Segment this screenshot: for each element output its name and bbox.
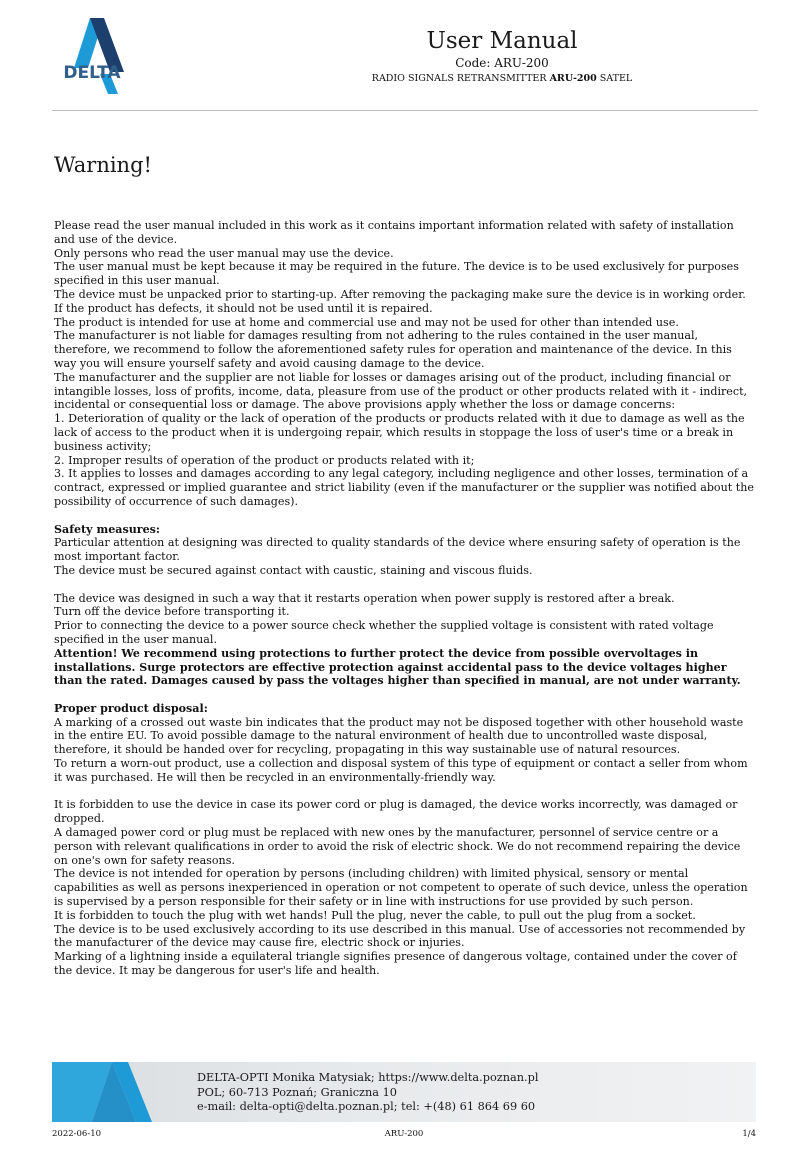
- company-name: DELTA-OPTI Monika Matysiak; https://www.delta.poznan.pl: [197, 1071, 539, 1084]
- paragraph: It is forbidden to touch the plug with wet hands! Pull the plug, never the cable, to pull out the plug from a socket.: [54, 908, 696, 922]
- paragraph: The device must be unpacked prior to starting-up. After removing the packaging make sure the device is in working order.: [54, 287, 746, 301]
- manual-content: [54, 219, 756, 978]
- paragraph: To return a worn-out product, use a collection and disposal system of this type of equipment or contact a seller from whom it was purchased. He will then be recycled in an environmentally-friendly way.: [54, 757, 748, 784]
- company-address: POL; 60-713 Poznań; Graniczna 10: [197, 1085, 397, 1099]
- document-header: [200, 28, 804, 85]
- header-divider: [52, 110, 758, 111]
- footer-logo-graphic: [52, 1062, 152, 1122]
- product-prefix: RADIO SIGNALS RETRANSMITTER: [371, 73, 547, 84]
- paragraph: Turn off the device before transporting it.: [54, 605, 290, 619]
- product-brand: SATEL: [599, 73, 633, 84]
- paragraph: The device must be secured against contact with caustic, staining and viscous fluids.: [54, 563, 533, 577]
- paragraph: Only persons who read the user manual may use the device.: [54, 246, 394, 260]
- paragraph: The user manual must be kept because it may be required in the future. The device is to be used exclusively for purposes specified in this user manual.: [54, 260, 739, 288]
- spacer: [54, 688, 756, 702]
- paragraph: If the product has defects, it should not be used until it is repaired.: [54, 301, 433, 315]
- paragraph: The device was designed in such a way that it restarts operation when power supply is restored after a break.: [54, 591, 675, 605]
- attention-note: Attention! We recommend using protections to further protect the device from possible overvoltages in installations. Surge protectors are effective protection against accidental pass to the device voltages higher than the rated. Damages caused by pass the voltages higher than specified in manual, are not under warranty.: [54, 646, 741, 688]
- disposal-heading: Proper product disposal:: [54, 701, 208, 715]
- list-item: 1. Deterioration of quality or the lack of operation of the products or products related with it due to damage as well as the lack of access to the product when it is undergoing repair, which results in stoppage the loss of user's time or a break in business activity;: [54, 412, 745, 453]
- print-date: 2022-06-10: [52, 1129, 102, 1139]
- paragraph: The manufacturer and the supplier are not liable for losses or damages arising out of the product, including financial or intangible losses, loss of profits, income, data, pleasure from use of the product or other products related with it - indirect, incidental or consequential loss or damage. The above provisions apply whether the loss or damage concerns:: [54, 370, 748, 412]
- page-number: 1/4: [742, 1129, 756, 1139]
- list-item: 2. Improper results of operation of the product or products related with it;: [54, 453, 475, 467]
- logo-text: DELTA: [63, 63, 121, 83]
- paragraph: Please read the user manual included in this work as it contains important information related with safety of installation and use of the device.: [54, 219, 734, 246]
- delta-logo-mark: [52, 16, 132, 96]
- paragraph: Particular attention at designing was directed to quality standards of the device where ensuring safety of operation is the most important factor.: [54, 536, 741, 564]
- spacer: [54, 785, 756, 799]
- safety-heading: Safety measures:: [54, 522, 161, 536]
- warning-heading: Warning!: [54, 153, 152, 177]
- paragraph: A marking of a crossed out waste bin indicates that the product may not be disposed together with other household waste in the entire EU. To avoid possible damage to the natural environment of health due to uncontrolled waste disposal, therefore, it should be handed over for recycling, propagating in this way sustainable use of natural resources.: [54, 715, 744, 757]
- paragraph: The device is to be used exclusively according to its use described in this manual. Use of accessories not recommended by the manufacturer of the device may cause fire, electric shock or injuries.: [54, 922, 746, 950]
- paragraph: The device is not intended for operation by persons (including children) with limited physical, sensory or mental capabilities as well as persons inexperienced in operation or not competent to operate of such device, unless the operation is supervised by a person responsible for their safety or in line with instructions for use provided by such person.: [54, 867, 748, 909]
- footer-code: ARU-200: [384, 1129, 424, 1139]
- company-contact: e-mail: delta-opti@delta.poznan.pl; tel: +(48) 61 864 69 60: [197, 1100, 536, 1113]
- document-title: User Manual: [426, 28, 578, 54]
- document-code: Code: ARU-200: [455, 56, 549, 70]
- paragraph: The manufacturer is not liable for damages resulting from not adhering to the rules contained in the user manual, therefore, we recommend to follow the aforementioned safety rules for operation and maintenance of the device. In this way you will ensure yourself safety and avoid causing damage to the device.: [54, 329, 732, 370]
- paragraph: Prior to connecting the device to a power source check whether the supplied voltage is consistent with rated voltage specified in the user manual.: [54, 619, 714, 646]
- product-model: ARU-200: [549, 73, 597, 84]
- company-info: [197, 1071, 538, 1115]
- paragraph: Marking of a lightning inside a equilateral triangle signifies presence of dangerous voltage, contained under the cover of the device. It may be dangerous for user's life and health.: [54, 950, 737, 978]
- paragraph: The product is intended for use at home and commercial use and may not be used for other than intended use.: [54, 315, 679, 329]
- spacer: [54, 578, 756, 592]
- list-item: 3. It applies to losses and damages according to any legal category, including negligence and other losses, termination of a contract, expressed or implied guarantee and strict liability (even if the manufacturer or the supplier was notified about the possibility of occurrence of such damages).: [54, 467, 754, 508]
- paragraph: A damaged power cord or plug must be replaced with new ones by the manufacturer, personnel of service centre or a person with relevant qualifications in order to avoid the risk of electric shock. We do not recommend repairing the device on one's own for safety reasons.: [54, 826, 741, 867]
- delta-logo: [52, 16, 132, 96]
- document-product: [200, 72, 804, 85]
- paragraph: It is forbidden to use the device in case its power cord or plug is damaged, the device works incorrectly, was damaged or dropped.: [54, 798, 738, 826]
- spacer: [54, 509, 756, 523]
